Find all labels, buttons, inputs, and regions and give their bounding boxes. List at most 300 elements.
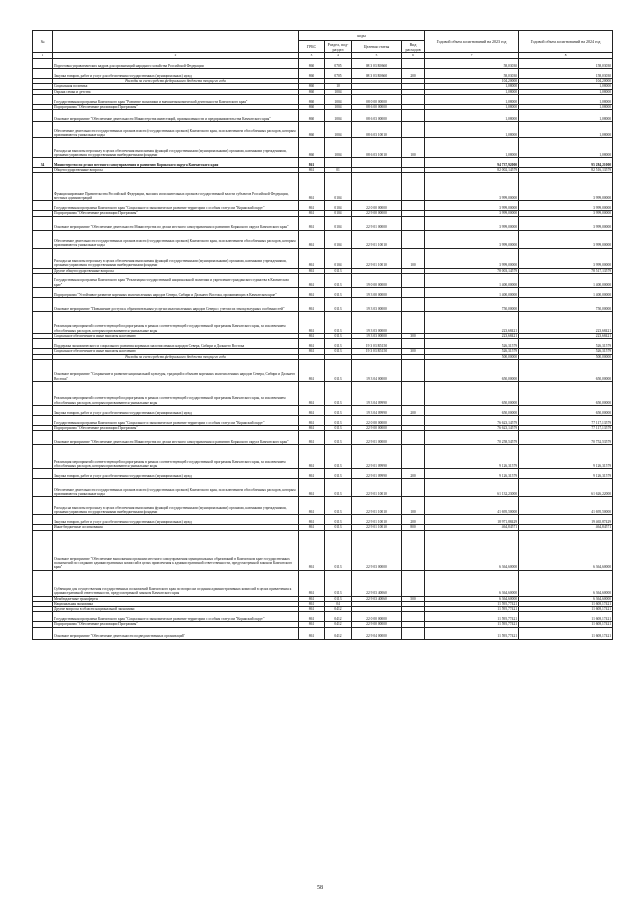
- row-number: [33, 570, 53, 596]
- row-razdel: 0113: [325, 570, 352, 596]
- row-amount-2023: 76 623,14579: [425, 415, 519, 425]
- row-razdel: 0104: [325, 173, 352, 201]
- row-razdel: 0412: [325, 622, 352, 627]
- table-row: [33, 138, 613, 158]
- row-vr: 300: [402, 334, 425, 339]
- row-amount-2023: 650,00000: [425, 381, 519, 405]
- table-row: [33, 298, 613, 312]
- row-csr: 08 6 03 10010: [352, 122, 402, 138]
- row-csr: 08 3 03 R0660: [352, 59, 402, 69]
- row-amount-2024: 9 126,31579: [519, 445, 613, 469]
- row-amount-2023: 223,68421: [425, 312, 519, 334]
- row-razdel: 0113: [325, 334, 352, 339]
- row-grbs: 861: [299, 349, 325, 354]
- row-grbs: 861: [299, 339, 325, 349]
- row-number: [33, 216, 53, 230]
- row-name: Министерство по делам местного самоуправления и развитию Корякского округа Камчатского края: [53, 158, 299, 168]
- row-grbs: 861: [299, 298, 325, 312]
- row-grbs: 860: [299, 138, 325, 158]
- row-vr: [402, 381, 425, 405]
- colnum: 7: [425, 53, 519, 59]
- row-number: [33, 339, 53, 349]
- row-vr: [402, 288, 425, 298]
- row-name: Функционирование Правительства Российской Федерации, высших исполнительных органов государственной власти субъектов Российской Федерации, местных администраций: [53, 173, 299, 201]
- row-amount-2023: 11 595,77421: [425, 627, 519, 639]
- row-grbs: 861: [299, 530, 325, 570]
- row-number: [33, 312, 53, 334]
- row-vr: [402, 94, 425, 104]
- row-vr: 200: [402, 469, 425, 479]
- row-amount-2023: 58,03030: [425, 69, 519, 79]
- row-razdel: [325, 158, 352, 168]
- row-name: Другие вопросы в области национальной экономики: [53, 607, 299, 612]
- table-row: [33, 469, 613, 479]
- row-grbs: 860: [299, 84, 325, 89]
- row-amount-2024: 11 608,17421: [519, 607, 613, 612]
- table-row: [33, 216, 613, 230]
- row-name: Социальное обеспечение и иные выплаты населению: [53, 349, 299, 354]
- row-vr: 100: [402, 138, 425, 158]
- row-amount-2023: 6 364,60000: [425, 596, 519, 601]
- row-amount-2023: 1 400,00000: [425, 274, 519, 288]
- row-vr: 800: [402, 525, 425, 530]
- row-name: Субвенции для осуществления государственных полномочий Камчатского края по вопросам создания административных комиссий в целях привлечения к административной ответственности, предусмотренной законом Камчатского края: [53, 570, 299, 596]
- row-razdel: 0104: [325, 201, 352, 211]
- row-amount-2024: 11 608,17421: [519, 601, 613, 606]
- table-row: [33, 122, 613, 138]
- row-vr: [402, 312, 425, 334]
- row-amount-2023: 1,08000: [425, 84, 519, 89]
- row-amount-2023: 11 595,77421: [425, 622, 519, 627]
- table-row: [33, 445, 613, 469]
- row-amount-2023: 223,68421: [425, 334, 519, 339]
- row-amount-2024: 3 999,00000: [519, 248, 613, 268]
- row-name: Основное мероприятие "Обеспечение деятельности подведомственных организаций": [53, 627, 299, 639]
- row-razdel: 0104: [325, 248, 352, 268]
- row-vr: [402, 570, 425, 596]
- row-grbs: 861: [299, 627, 325, 639]
- row-name: Реализация мероприятий соответствующей подпрограммы в рамках соответствующей государственной программы Камчатского края, за исключением обособленных расходов, которым присваиваются уникальные коды: [53, 445, 299, 469]
- table-row: [33, 339, 613, 349]
- row-amount-2024: 11 608,17421: [519, 622, 613, 627]
- table-row: [33, 69, 613, 79]
- row-razdel: 0705: [325, 69, 352, 79]
- row-number: [33, 59, 53, 69]
- row-amount-2024: 650,00000: [519, 359, 613, 381]
- row-grbs: 860: [299, 110, 325, 122]
- row-vr: 500: [402, 596, 425, 601]
- row-csr: 22 9 01 10010: [352, 525, 402, 530]
- table-row: [33, 381, 613, 405]
- row-vr: [402, 359, 425, 381]
- row-vr: [402, 122, 425, 138]
- row-grbs: 860: [299, 69, 325, 79]
- row-razdel: 0113: [325, 415, 352, 425]
- row-amount-2023: 6 364,60000: [425, 530, 519, 570]
- row-amount-2023: 650,00000: [425, 405, 519, 415]
- row-amount-2023: 3 999,00000: [425, 211, 519, 216]
- row-razdel: 0113: [325, 298, 352, 312]
- row-razdel: 0412: [325, 607, 352, 612]
- row-csr: 22 9 01 09990: [352, 445, 402, 469]
- row-amount-2024: 11 608,17421: [519, 612, 613, 622]
- colnum: 8: [519, 53, 613, 59]
- row-amount-2024: 77 117,13579: [519, 425, 613, 430]
- row-amount-2023: 1,08000: [425, 138, 519, 158]
- row-vr: [402, 339, 425, 349]
- row-name: Социальное обеспечение и иные выплаты населению: [53, 334, 299, 339]
- row-razdel: 04: [325, 601, 352, 606]
- row-number: [33, 274, 53, 288]
- row-number: [33, 173, 53, 201]
- row-amount-2023: 1,08000: [425, 122, 519, 138]
- row-razdel: 0113: [325, 268, 352, 273]
- row-amount-2023: 3 999,00000: [425, 201, 519, 211]
- row-number: [33, 405, 53, 415]
- header-grbs: ГРБС: [299, 41, 325, 53]
- row-amount-2024: 223,68421: [519, 334, 613, 339]
- row-grbs: 861: [299, 201, 325, 211]
- row-grbs: 861: [299, 173, 325, 201]
- row-amount-2023: 3 999,00000: [425, 173, 519, 201]
- row-grbs: 861: [299, 334, 325, 339]
- row-csr: 22 9 01 00000: [352, 216, 402, 230]
- row-grbs: 861: [299, 381, 325, 405]
- row-amount-2024: 1,08000: [519, 110, 613, 122]
- row-number: [33, 627, 53, 639]
- row-grbs: 860: [299, 122, 325, 138]
- row-grbs: 861: [299, 158, 325, 168]
- row-name: Государственная программа Камчатского края "Развитие экономики и внешнеэкономической деятельности Камчатского края": [53, 94, 299, 104]
- row-vr: [402, 274, 425, 288]
- row-number: 34: [33, 158, 53, 168]
- table-row: [33, 497, 613, 515]
- row-amount-2024: 9 126,31579: [519, 469, 613, 479]
- table-row: [33, 274, 613, 288]
- row-amount-2023: 76 623,14579: [425, 425, 519, 430]
- row-razdel: 1004: [325, 94, 352, 104]
- row-name: Подпрограмма "Обеспечение реализации Программы": [53, 211, 299, 216]
- row-csr: 19 3 03 00000: [352, 312, 402, 334]
- row-csr: 22 9 00 00000: [352, 211, 402, 216]
- row-razdel: 0705: [325, 59, 352, 69]
- row-amount-2023: 1 400,00000: [425, 288, 519, 298]
- row-vr: [402, 445, 425, 469]
- row-number: [33, 69, 53, 79]
- row-number: [33, 110, 53, 122]
- header-codes: коды: [299, 31, 425, 41]
- row-amount-2024: 1 400,00000: [519, 274, 613, 288]
- row-amount-2024: 158,03030: [519, 69, 613, 79]
- row-vr: 300: [402, 349, 425, 354]
- row-csr: 22 9 03 00000: [352, 530, 402, 570]
- row-razdel: 0113: [325, 425, 352, 430]
- row-amount-2023: 9 126,31579: [425, 445, 519, 469]
- row-csr: 22 0 00 00000: [352, 201, 402, 211]
- row-vr: [402, 201, 425, 211]
- table-row: [33, 230, 613, 248]
- colnum: 3: [299, 53, 325, 59]
- row-name: Закупка товаров, работ и услуг для обеспечения государственных (муниципальных) нужд: [53, 515, 299, 525]
- row-csr: 22 9 01 10010: [352, 479, 402, 497]
- row-csr: 22 9 03 40060: [352, 570, 402, 596]
- row-csr: 22 0 00 00000: [352, 415, 402, 425]
- row-name: Поддержка экономического и социального развития коренных малочисленных народов Севера, Сибири и Дальнего Востока: [53, 339, 299, 349]
- row-csr: 22 9 01 10010: [352, 515, 402, 525]
- row-name: Реализация мероприятий соответствующей подпрограммы в рамках соответствующей государственной программы Камчатского края, за исключением обособленных расходов, которым присваиваются уникальные коды: [53, 312, 299, 334]
- table-row: [33, 415, 613, 425]
- row-vr: [402, 530, 425, 570]
- row-grbs: 861: [299, 445, 325, 469]
- row-amount-2024: 95 284,21000: [519, 158, 613, 168]
- row-razdel: 0113: [325, 530, 352, 570]
- row-vr: [402, 627, 425, 639]
- table-row: [33, 515, 613, 525]
- row-amount-2024: 77 117,13579: [519, 415, 613, 425]
- row-grbs: 861: [299, 469, 325, 479]
- row-csr: 22 9 01 00000: [352, 431, 402, 445]
- row-name: Расходы на выплаты персоналу в целях обеспечения выполнения функций государственными (муниципальными) органами, казенными учреждениями, органами управления государственными внебюджетными фондами: [53, 497, 299, 515]
- row-name: Подпрограмма "Устойчивое развитие коренных малочисленных народов Севера, Сибири и Дальнего Востока, проживающих в Камчатском крае": [53, 288, 299, 298]
- row-vr: [402, 110, 425, 122]
- row-grbs: 860: [299, 89, 325, 94]
- row-amount-2023: 500,00000: [425, 354, 519, 359]
- row-grbs: 860: [299, 59, 325, 69]
- row-name: Подпрограмма "Обеспечение реализации Программы": [53, 622, 299, 627]
- colnum: 6: [402, 53, 425, 59]
- row-amount-2024: 6 364,60000: [519, 596, 613, 601]
- row-amount-2024: 1,08000: [519, 94, 613, 104]
- row-csr: 19 0 00 00000: [352, 274, 402, 288]
- row-amount-2024: 3 999,00000: [519, 173, 613, 201]
- row-amount-2024: 41 695,50000: [519, 497, 613, 515]
- row-grbs: 861: [299, 622, 325, 627]
- row-razdel: 0412: [325, 627, 352, 639]
- row-amount-2023: 3 999,00000: [425, 248, 519, 268]
- row-number: [33, 497, 53, 515]
- row-csr: 19 3 04 00000: [352, 359, 402, 381]
- row-name: Обеспечение деятельности государственных органов власти (государственных органов) Камчатского края, за исключением обособленных расходов, которым присваиваются уникальные коды: [53, 479, 299, 497]
- row-name: Государственная программа Камчатского края "Социальное и экономическое развитие территории с особым статусом "Корякский округ": [53, 415, 299, 425]
- row-amount-2023: 1,08000: [425, 110, 519, 122]
- header-vr: Вид расходов: [402, 41, 425, 53]
- row-grbs: 861: [299, 431, 325, 445]
- row-amount-2023: 11 595,77421: [425, 601, 519, 606]
- row-amount-2024: 82 516,13579: [519, 168, 613, 173]
- row-razdel: 0113: [325, 349, 352, 354]
- row-razdel: 1004: [325, 122, 352, 138]
- row-amount-2024: 11 608,17421: [519, 627, 613, 639]
- row-amount-2024: 158,03030: [519, 59, 613, 69]
- row-razdel: 0113: [325, 497, 352, 515]
- row-grbs: 861: [299, 216, 325, 230]
- row-amount-2023: 58,03030: [425, 59, 519, 69]
- row-amount-2023: 1,08000: [425, 89, 519, 94]
- row-razdel: 0113: [325, 479, 352, 497]
- row-name: Обеспечение деятельности государственных органов власти (государственных органов) Камчатского края, за исключением обособленных расходов, которым присваиваются уникальные коды: [53, 230, 299, 248]
- row-csr: 22 9 04 00000: [352, 627, 402, 639]
- row-vr: [402, 479, 425, 497]
- row-amount-2024: 500,00000: [519, 354, 613, 359]
- row-number: [33, 530, 53, 570]
- row-razdel: 0113: [325, 515, 352, 525]
- row-amount-2024: 3 999,00000: [519, 211, 613, 216]
- row-razdel: 1004: [325, 89, 352, 94]
- row-amount-2024: 526,31579: [519, 339, 613, 349]
- row-grbs: 861: [299, 415, 325, 425]
- row-csr: 22 9 03 40060: [352, 596, 402, 601]
- row-vr: [402, 173, 425, 201]
- row-razdel: 1004: [325, 110, 352, 122]
- row-grbs: 861: [299, 248, 325, 268]
- row-csr: 19 3 04 09990: [352, 381, 402, 405]
- row-vr: 200: [402, 515, 425, 525]
- row-csr: 22 9 01 10010: [352, 497, 402, 515]
- row-amount-2024: 1,08000: [519, 84, 613, 89]
- table-row: [33, 201, 613, 211]
- row-name: Основное мероприятие "Повышение доступа к образовательным услугам малочисленных народов Севера с учетом их этнокультурных особенностей": [53, 298, 299, 312]
- row-vr: [402, 230, 425, 248]
- row-razdel: 0104: [325, 230, 352, 248]
- row-vr: [402, 298, 425, 312]
- row-razdel: 0113: [325, 288, 352, 298]
- row-razdel: 0113: [325, 312, 352, 334]
- row-csr: 22 9 00 00000: [352, 425, 402, 430]
- row-amount-2024: 650,00000: [519, 381, 613, 405]
- row-name: Закупка товаров, работ и услуг для обеспечения государственных (муниципальных) нужд: [53, 405, 299, 415]
- row-amount-2023: 6 364,60000: [425, 570, 519, 596]
- row-amount-2024: 61 626,22000: [519, 479, 613, 497]
- row-name: Расходы на выплаты персоналу в целях обеспечения выполнения функций государственными (муниципальными) органами, казенными учреждениями, органами управления государственными внебюджетными фондами: [53, 248, 299, 268]
- header-2023: Годовой объем ассигнований на 2023 год: [425, 31, 519, 53]
- table-row: [33, 479, 613, 497]
- header-razdel: Раздел, под-раздел: [325, 41, 352, 53]
- row-razdel: 0113: [325, 445, 352, 469]
- row-amount-2023: 94 737,92000: [425, 158, 519, 168]
- row-razdel: 0113: [325, 469, 352, 479]
- row-number: [33, 248, 53, 268]
- row-number: [33, 138, 53, 158]
- row-vr: 200: [402, 405, 425, 415]
- row-amount-2023: 61 132,23000: [425, 479, 519, 497]
- row-amount-2024: 104,20000: [519, 79, 613, 84]
- row-grbs: 861: [299, 425, 325, 430]
- row-name: Расходы за счет средств федерального бюджета текущего года: [53, 79, 299, 84]
- row-name: Подпрограмма "Обеспечение реализации Программы": [53, 104, 299, 109]
- row-name: Национальная экономика: [53, 601, 299, 606]
- row-vr: [402, 158, 425, 168]
- row-grbs: 861: [299, 601, 325, 606]
- row-csr: 08 6 03 00000: [352, 110, 402, 122]
- row-amount-2024: 3 999,00000: [519, 230, 613, 248]
- row-number: [33, 469, 53, 479]
- row-vr: 100: [402, 248, 425, 268]
- row-amount-2024: 526,31579: [519, 349, 613, 354]
- row-grbs: 861: [299, 570, 325, 596]
- row-name: Расходы за счет средств федерального бюджета текущего года: [53, 354, 299, 359]
- row-vr: 100: [402, 497, 425, 515]
- row-amount-2024: 6 364,60000: [519, 530, 613, 570]
- row-name: Охрана семьи и детства: [53, 89, 299, 94]
- row-amount-2024: 6 364,60000: [519, 570, 613, 596]
- table-row: [33, 248, 613, 268]
- row-razdel: 0104: [325, 216, 352, 230]
- row-number: [33, 445, 53, 469]
- row-csr: 19 3 00 00000: [352, 288, 402, 298]
- row-grbs: 861: [299, 515, 325, 525]
- row-name: Общегосударственные вопросы: [53, 168, 299, 173]
- row-amount-2024: 19 465,87429: [519, 515, 613, 525]
- row-razdel: 0113: [325, 381, 352, 405]
- row-vr: [402, 216, 425, 230]
- row-grbs: 861: [299, 497, 325, 515]
- header-no: №: [33, 31, 53, 53]
- table-row: [33, 110, 613, 122]
- row-csr: [352, 158, 402, 168]
- row-vr: 200: [402, 69, 425, 79]
- row-vr: [402, 415, 425, 425]
- table-row: [33, 59, 613, 69]
- row-razdel: 0113: [325, 359, 352, 381]
- row-csr: 22 9 01 09990: [352, 469, 402, 479]
- row-number: [33, 298, 53, 312]
- row-grbs: 861: [299, 268, 325, 273]
- colnum: 2: [53, 53, 299, 59]
- row-amount-2023: 11 595,77421: [425, 607, 519, 612]
- row-amount-2023: 11 595,77421: [425, 612, 519, 622]
- row-amount-2024: 1,08000: [519, 122, 613, 138]
- row-amount-2024: 650,00000: [519, 405, 613, 415]
- row-name: Основное мероприятие "Обеспечение деятельности Министерства по делам местного самоуправления и развитию Корякского округа Камчатского края": [53, 216, 299, 230]
- table-row: [33, 405, 613, 415]
- table-row: [33, 94, 613, 104]
- row-name: Реализация мероприятий соответствующей подпрограммы в рамках соответствующей государственной программы Камчатского края, за исключением обособленных расходов, которым присваиваются уникальные коды: [53, 381, 299, 405]
- row-amount-2023: 41 695,50000: [425, 497, 519, 515]
- row-name: Государственная программа Камчатского края "Реализация государственной национальной политики и укрепление гражданского единства в Камчатском крае": [53, 274, 299, 288]
- colnum: 5: [352, 53, 402, 59]
- row-csr: 22 0 00 00000: [352, 612, 402, 622]
- row-number: [33, 201, 53, 211]
- row-grbs: 861: [299, 168, 325, 173]
- row-amount-2023: 526,31579: [425, 349, 519, 354]
- row-razdel: 0113: [325, 596, 352, 601]
- table-row: [33, 431, 613, 445]
- row-razdel: 0113: [325, 431, 352, 445]
- row-amount-2024: 3 999,00000: [519, 216, 613, 230]
- row-name: Основное мероприятие "Обеспечение выполнения органами местного самоуправления муниципальных образований в Камчатском крае государственных полномочий по созданию административных комиссий в целях привлечения к административной ответственности, предусмотренной законом Камчатского края": [53, 530, 299, 570]
- row-amount-2023: 3 999,00000: [425, 230, 519, 248]
- row-razdel: 1004: [325, 138, 352, 158]
- row-name: Основное мероприятие "Сохранение и развитие национальной культуры, традиций и обычаев коренных малочисленных народов Севера, Сибири и Дальнего Востока": [53, 359, 299, 381]
- row-amount-2024: 1,08000: [519, 89, 613, 94]
- row-name: Подготовка управленческих кадров для организаций народного хозяйства Российской Федерации: [53, 59, 299, 69]
- row-amount-2024: 223,68421: [519, 312, 613, 334]
- row-amount-2023: 82 002,14579: [425, 168, 519, 173]
- row-csr: 08 6 03 10010: [352, 138, 402, 158]
- row-amount-2023: 526,31579: [425, 339, 519, 349]
- header-2024: Годовой объем ассигнований на 2024 год: [519, 31, 613, 53]
- table-row: [33, 612, 613, 622]
- row-grbs: 861: [299, 211, 325, 216]
- row-amount-2023: 104,20000: [425, 79, 519, 84]
- row-csr: 08 0 00 00000: [352, 94, 402, 104]
- row-csr: 08 3 03 R0660: [352, 69, 402, 79]
- row-number: [33, 415, 53, 425]
- row-amount-2024: 464,84571: [519, 525, 613, 530]
- table-row: [33, 627, 613, 639]
- row-amount-2023: 464,84571: [425, 525, 519, 530]
- row-amount-2024: 1,08000: [519, 104, 613, 109]
